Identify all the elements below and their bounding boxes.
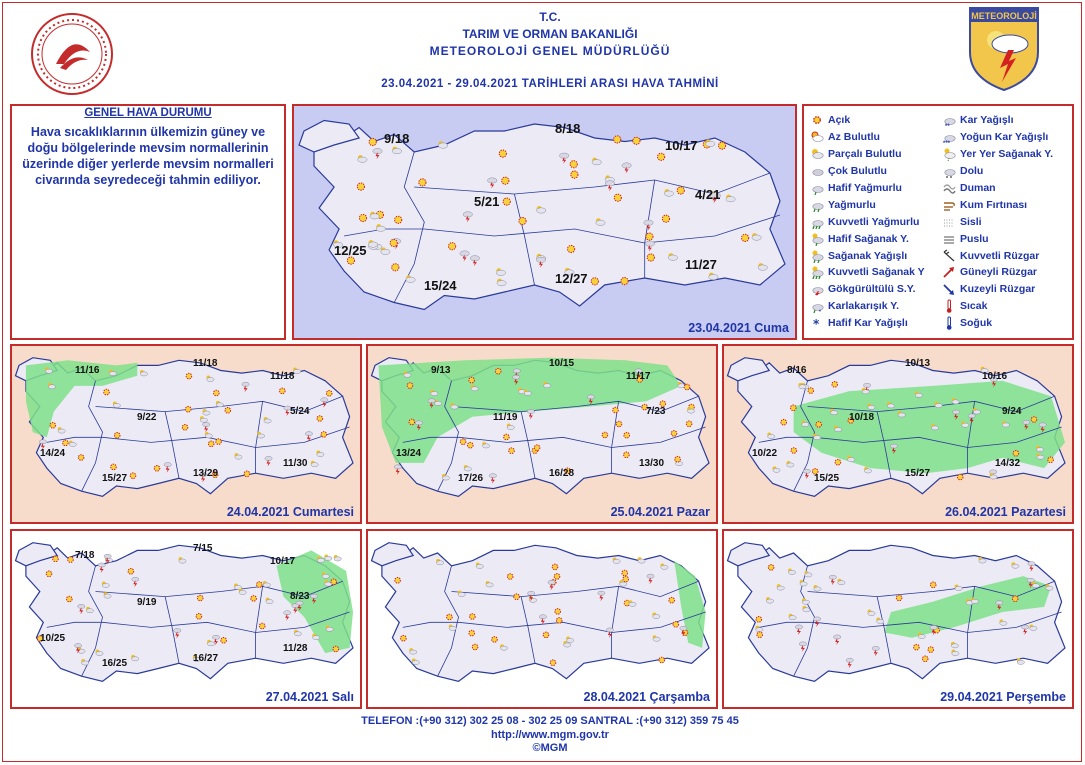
legend-item [942,213,1053,230]
temperature-label: 9/18 [384,131,410,146]
turkey-map [12,531,360,707]
legend-label: Dolu [960,165,984,178]
sun-icon [896,595,902,601]
temperature-label: 12/27 [555,271,588,286]
sun-icon [395,578,401,584]
ministry-seal [30,12,114,96]
sun-icon [128,569,134,575]
sun-icon [570,161,577,168]
light-snow-icon [810,316,824,330]
legend-label: Kar Yağışlı [960,114,1014,127]
temperature-label: 7/18 [75,550,95,561]
legend-item [810,298,925,315]
legend-item [942,315,1053,332]
sun-icon [623,576,629,582]
legend-item [942,247,1053,264]
header-date-range: 23.04.2021 - 29.04.2021 TARİHLERİ ARASI HAVA TAHMİNİ [381,78,719,90]
temperature-label: 11/17 [626,371,651,382]
temperature-label: 7/23 [646,406,666,417]
sun-icon [331,579,337,585]
temperature-label: 10/17 [665,138,698,153]
sun-icon [673,622,679,628]
hot-icon [942,299,956,313]
temperature-label: 11/16 [75,365,100,376]
fog-icon [942,215,956,229]
heavy-snow-icon [942,130,956,144]
general-weather-text: Hava sıcaklıklarının ülkemizin güney ve doğu bölgelerinde mevsim normallerinin üzerinde diğer yerlerde mevsim normalleri civarında seyredeceği tahmin ediliyor. [22,125,274,187]
temperature-label: 11/19 [493,412,518,423]
temperature-label: 10/13 [905,358,931,369]
legend-item [942,230,1053,247]
legend-column-2 [942,112,1053,332]
map-day-2 [10,344,362,524]
legend-label: Hafif Sağanak Y. [828,232,909,245]
sun-icon [460,439,466,445]
sun-icon [495,368,501,374]
sun-icon [1012,596,1018,602]
thunder-icon [810,282,824,296]
legend-label: Kuvvetli Yağmurlu [828,215,920,228]
sun-icon [616,421,622,427]
sun-icon [930,582,936,588]
sun-icon [185,406,191,412]
turkey-map [12,346,360,522]
legend-label: Sıcak [960,300,988,313]
legend-label: Açık [828,114,851,127]
legend-label: Yoğun Kar Yağışlı [960,131,1049,144]
mgm-logo-text: METEOROLOJİ [971,11,1037,21]
sun-icon [928,647,934,653]
legend-label: Çok Bulutlu [828,165,887,178]
legend-label: Yer Yer Sağanak Y. [960,148,1054,161]
temperature-label: 5/21 [474,194,500,209]
legend-label: Kuzeyli Rüzgar [960,283,1036,296]
sun-icon [808,388,814,394]
temperature-label: 14/24 [40,448,66,459]
temperature-label: 9/24 [1002,406,1022,417]
light-rain-icon [810,181,824,195]
temperature-label: 4/21 [695,187,721,202]
legend-column-1 [810,112,925,332]
legend-item [942,112,1053,129]
temperature-label: 13/30 [639,458,665,469]
sun-icon [1031,417,1037,423]
sun-icon [197,595,203,601]
sun-icon [781,419,787,425]
sun-icon [67,596,73,602]
map-day-3 [366,344,718,524]
haze-icon [942,232,956,246]
sun-icon [182,425,188,431]
svg-text:**: ** [945,124,950,128]
header-line-1: T.C. [539,10,561,24]
temperature-label: 8/18 [555,121,581,136]
sun-icon [742,234,749,241]
sun-icon [646,233,653,240]
sun-icon [810,113,824,127]
sun-icon [407,383,413,389]
legend-item [942,146,1053,163]
scattered-shower-icon [942,147,956,161]
general-weather-box [10,104,286,340]
sun-icon [111,464,117,470]
sun-icon [63,440,69,446]
legend-item [810,264,925,281]
sun-icon [914,644,920,650]
legend-item [942,180,1053,197]
legend-item [942,163,1053,180]
sun-icon [504,434,510,440]
sun-icon [543,632,549,638]
turkey-map [368,531,716,707]
sandstorm-icon [942,198,956,212]
sun-icon [317,416,323,422]
sun-icon [791,448,797,454]
temperature-label: 13/24 [396,448,422,459]
sun-icon [555,609,561,615]
sun-icon [409,419,415,425]
temperature-label: 13/29 [193,468,219,479]
temperature-label: 17/26 [458,473,484,484]
sun-icon [392,264,399,271]
map-day-5 [10,529,362,709]
sun-icon [221,638,227,644]
temperature-label: 14/32 [995,458,1021,469]
sun-icon [114,433,120,439]
map-date-label: 28.04.2021 Çarşamba [583,690,710,704]
sun-icon [449,243,456,250]
legend-label: Gökgürültülü S.Y. [828,283,916,296]
turkey-map [368,346,716,522]
sun-icon [470,614,476,620]
legend-item [942,298,1053,315]
sun-icon [196,614,202,620]
temperature-label: 8/23 [290,591,310,602]
sun-icon [686,421,692,427]
legend-label: Güneyli Rüzgar [960,266,1038,279]
sun-icon [519,217,526,224]
sun-icon [568,245,575,252]
temperature-label: 10/22 [752,448,778,459]
legend-label: Sağanak Yağışlı [828,249,908,262]
sun-icon [662,215,669,222]
heavy-rain-icon [810,215,824,229]
sun-icon [613,407,619,413]
temperature-label: 10/25 [40,633,66,644]
sun-icon [534,445,540,451]
legend-box [802,104,1074,340]
temperature-label: 10/15 [549,358,575,369]
turkey-map [294,106,795,338]
temperature-label: 7/15 [193,543,213,554]
map-date-label: 23.04.2021 Cuma [688,321,789,335]
north-wind-icon [942,282,956,296]
sun-icon [647,254,654,261]
sun-icon [675,456,681,462]
map-date-label: 26.04.2021 Pazartesi [945,505,1066,519]
sun-icon [791,405,797,411]
sun-icon [509,448,515,454]
sun-icon [957,474,963,480]
temperature-label: 10/18 [849,412,875,423]
sun-icon [719,142,726,149]
sun-icon [259,623,265,629]
sun-icon [468,442,474,448]
legend-item [810,112,925,129]
cold-icon [942,316,956,330]
sun-icon [395,216,402,223]
sun-cloud-icon [810,130,824,144]
sun-icon [669,597,675,603]
turkey-map [724,346,1072,522]
map-day-1 [292,104,797,340]
sun-icon [832,382,838,388]
sun-icon [469,377,475,383]
sun-icon [507,574,513,580]
sun-icon [401,635,407,641]
temperature-label: 5/24 [290,406,310,417]
legend-label: Hafif Kar Yağışlı [828,317,908,330]
sun-icon [472,644,478,650]
sun-icon [816,422,822,428]
footer-website[interactable]: http://www.mgm.gov.tr [491,729,609,741]
legend-label: Yağmurlu [828,198,876,211]
sun-icon [614,136,621,143]
temperature-label: 15/27 [905,468,931,479]
svg-text:*: * [813,317,820,331]
svg-text:***: *** [943,141,951,145]
sun-icon [756,617,762,623]
legend-label: Kum Fırtınası [960,198,1028,211]
header-line-2: TARIM VE ORMAN BAKANLIĞI [462,27,638,41]
legend-item [810,230,925,247]
sun-icon [658,153,665,160]
sun-icon [659,657,665,663]
rain-icon [810,198,824,212]
sun-icon [251,596,257,602]
sun-icon [357,183,364,190]
legend-label: Puslu [960,232,989,245]
temperature-label: 12/25 [334,243,367,258]
temperature-label: 9/19 [137,597,157,608]
sun-icon [624,452,630,458]
sun-icon [53,556,59,562]
legend-item [942,281,1053,298]
map-date-label: 27.04.2021 Salı [265,690,354,704]
temperature-label: 9/22 [137,412,157,423]
sun-icon [624,432,630,438]
footer-copyright: ©MGM [532,742,568,754]
map-date-label: 29.04.2021 Perşembe [940,690,1066,704]
turkey-map [724,531,1072,707]
sleet-icon [810,299,824,313]
sun-icon [556,618,562,624]
sun-icon [280,388,286,394]
partly-cloudy-icon [810,147,824,161]
temperature-label: 10/17 [270,556,296,567]
legend-label: Hafif Yağmurlu [828,182,902,194]
legend-item [810,163,925,180]
temperature-label: 9/13 [431,365,451,376]
legend-item [810,247,925,264]
map-date-label: 24.04.2021 Cumartesi [226,505,354,519]
legend-item [810,129,925,146]
temperature-label: 15/25 [814,473,840,484]
sun-icon [390,239,397,246]
legend-item [942,129,1053,146]
temperature-label: 11/27 [685,257,717,272]
sun-icon [257,582,263,588]
sun-icon [369,138,376,145]
sun-icon [78,455,84,461]
sun-icon [419,179,426,186]
cloud-icon [810,164,824,178]
sun-icon [502,177,509,184]
smoke-icon [942,181,956,195]
legend-item [942,264,1053,281]
sun-icon [768,565,774,571]
heavy-shower-icon [810,265,824,279]
sun-icon [333,646,339,652]
sun-icon [591,278,598,285]
strong-wind-icon [942,249,956,263]
sun-icon [68,557,74,563]
sun-icon [208,441,214,447]
footer-phone: TELEFON :(+90 312) 302 25 08 - 302 25 09 SANTRAL :(+90 312) 359 75 45 [361,715,739,727]
temperature-label: 15/24 [424,278,457,293]
sun-icon [214,390,220,396]
sun-icon [447,614,453,620]
legend-item [810,146,925,163]
sun-icon [757,632,763,638]
sun-icon [602,432,608,438]
sun-icon [684,384,690,390]
temperature-label: 15/27 [102,473,128,484]
sun-icon [186,373,192,379]
sun-icon [50,423,56,429]
sun-icon [571,171,578,178]
mgm-logo [966,6,1042,92]
sun-icon [552,564,558,570]
legend-label: Duman [960,182,996,194]
legend-label: Az Bulutlu [828,131,880,144]
sun-icon [499,150,506,157]
sun-icon [244,471,250,477]
sun-icon [104,389,110,395]
sun-icon [321,432,327,438]
sun-icon [225,408,231,414]
legend-item [810,196,925,213]
temperature-label: 16/27 [193,653,219,664]
sun-icon [130,473,136,479]
general-weather-title: GENEL HAVA DURUMU [84,107,212,119]
sun-icon [922,656,928,662]
light-shower-icon [810,232,824,246]
sun-icon [633,137,640,144]
shower-icon [810,249,824,263]
legend-item [810,213,925,230]
temperature-label: 16/25 [102,658,128,669]
sun-icon [1048,457,1054,463]
legend-label: Kuvvetli Rüzgar [960,249,1040,262]
legend-label: Kuvvetli Sağanak Y [828,266,925,279]
sun-icon [514,594,520,600]
legend-label: Sisli [960,215,982,228]
legend-label: Parçalı Bulutlu [828,148,902,161]
sun-icon [492,637,498,643]
temperature-label: 11/18 [193,358,218,369]
temperature-label: 16/28 [549,468,575,479]
temperature-label: 11/18 [270,371,295,382]
svg-text:*: * [819,309,821,314]
sun-icon [622,570,628,576]
sun-icon [621,278,628,285]
sun-icon [359,214,366,221]
legend-label: Karlakarışık Y. [828,300,900,313]
sun-icon [835,459,841,465]
sun-icon [326,391,332,397]
snow-icon [942,113,956,127]
legend-label: Soğuk [960,317,993,330]
map-date-label: 25.04.2021 Pazar [610,505,710,519]
sun-icon [216,439,222,445]
map-day-7 [722,529,1074,709]
temperature-label: 8/16 [787,365,807,376]
temperature-label: 10/16 [982,371,1008,382]
sun-icon [677,187,684,194]
south-wind-icon [942,265,956,279]
sun-icon [1013,451,1019,457]
sun-icon [154,466,160,472]
sun-icon [614,194,621,201]
sun-icon [554,574,560,580]
sun-icon [469,630,475,636]
temperature-label: 11/28 [283,643,308,654]
sun-icon [671,431,677,437]
sun-icon [347,257,354,264]
hail-icon [942,164,956,178]
legend-item [942,196,1053,213]
sun-icon [550,660,556,666]
legend-item [810,281,925,298]
map-day-4 [722,344,1074,524]
map-day-6 [366,529,718,709]
temperature-label: 11/30 [283,458,308,469]
sun-icon [503,198,510,205]
legend-item [810,180,925,197]
legend-item [810,315,925,332]
header-line-3: METEOROLOJİ GENEL MÜDÜRLÜĞÜ [429,44,671,58]
sun-icon [46,571,52,577]
